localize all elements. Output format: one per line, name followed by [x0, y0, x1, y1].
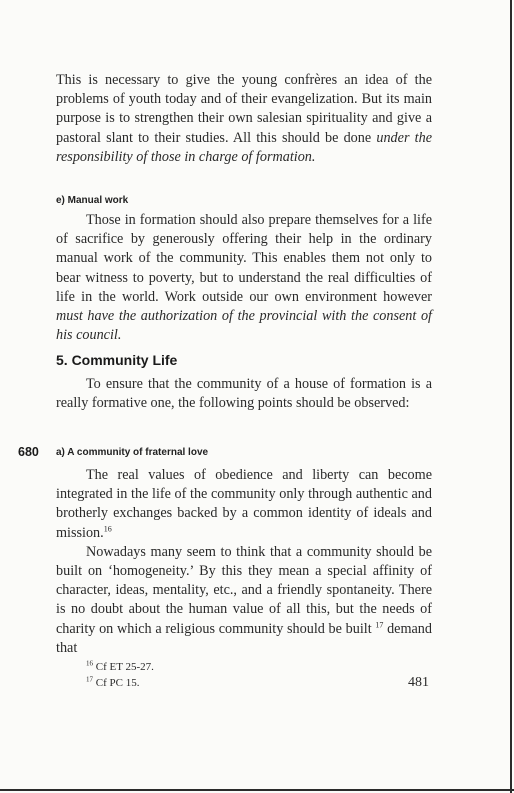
footnote-mark: 17 [86, 675, 93, 684]
footnote-text: Cf ET 25-27. [95, 661, 154, 673]
paragraph-manual-work [56, 211, 432, 345]
paragraph-italic-text: must have the authorization of the provincial with the consent of his council. [56, 308, 432, 344]
paragraph-community-intro [56, 375, 432, 413]
paragraph-text: This is necessary to give the young confrères an idea of the problems of youth today and of their evangelization. But its main purpose is to strengthen their own salesian spirituality and give a pastoral slant to their studies. All this should be done [56, 72, 432, 146]
margin-number: 680 [18, 445, 39, 459]
section-a-heading: a) A community of fraternal love [56, 447, 209, 458]
footnote-mark: 16 [86, 659, 93, 668]
paragraph-fraternal-love [56, 466, 432, 658]
paragraph-text: To ensure that the community of a house of formation is a really formative one, the following points should be observed: [56, 376, 432, 412]
footnote-17 [86, 676, 139, 691]
paragraph-text: Nowadays many seem to think that a community should be built on ‘homogeneity.’ By this they mean a special affinity of character, ideas, mentality, etc., and a friendly spontaneity. There is no doubt about the human value of all this, but the needs of charity on which a religious community should be built [56, 543, 432, 637]
page-edge-right [510, 0, 512, 793]
section-e-heading: e) Manual work [56, 195, 129, 206]
paragraph-italic-text: under the responsibility of those in charge of formation. [56, 129, 432, 165]
page-edge-bottom [0, 789, 514, 791]
footnote-ref-17: 17 [375, 619, 384, 629]
footnote-ref-16: 16 [103, 523, 112, 533]
paragraph-text: Those in formation should also prepare themselves for a life of sacrifice by generously offering their help in the ordinary manual work of the community. This enables them not only to bear witness to poverty, but to understand the real difficulties of life in the world. Work outside our own environment however [56, 212, 432, 305]
section-5-heading: 5. Community Life [56, 352, 178, 368]
footnote-text: Cf PC 15. [95, 677, 140, 689]
paragraph-text: demand that [56, 620, 432, 656]
footnote-16 [86, 660, 154, 675]
page-number: 481 [408, 675, 429, 690]
paragraph-text: The real values of obedience and liberty can become integrated in the life of the community only through authentic and brotherly exchanges backed by a common identity of ideals and mission. [56, 467, 432, 541]
paragraph-formation [56, 71, 432, 167]
